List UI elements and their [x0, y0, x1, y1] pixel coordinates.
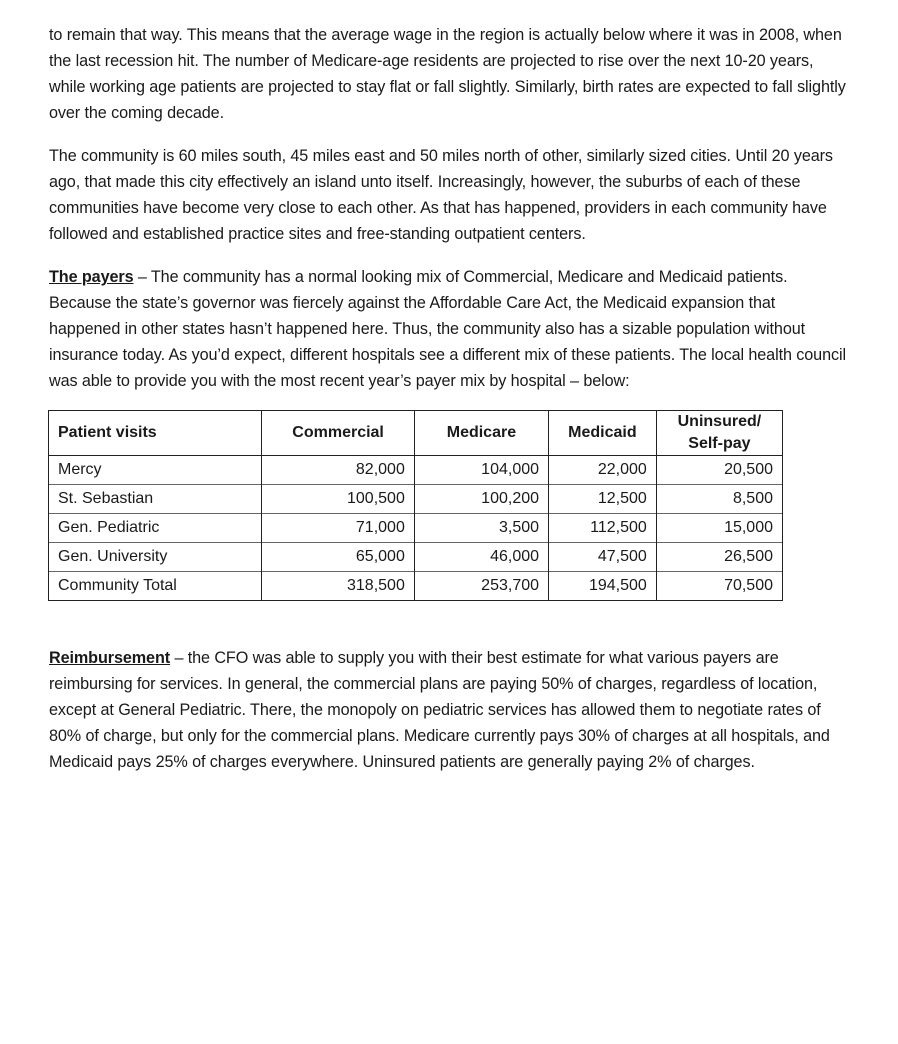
header-patient-visits: Patient visits [49, 411, 262, 456]
cell-uninsured: 20,500 [656, 456, 782, 485]
document-page [49, 22, 849, 775]
table-row [49, 543, 783, 572]
header-uninsured-line2: Self-pay [688, 435, 751, 452]
header-medicare: Medicare [414, 411, 548, 456]
paragraph-reimbursement [49, 645, 849, 775]
cell-medicaid: 112,500 [549, 514, 657, 543]
cell-hospital-name: St. Sebastian [49, 485, 262, 514]
payer-mix-table [48, 410, 783, 601]
cell-medicare: 46,000 [414, 543, 548, 572]
cell-medicare: 100,200 [414, 485, 548, 514]
table-row [49, 485, 783, 514]
header-uninsured-line1: Uninsured/ [677, 413, 762, 430]
table-row-total [49, 572, 783, 601]
cell-commercial: 71,000 [262, 514, 415, 543]
paragraph-geography: The community is 60 miles south, 45 miles east and 50 miles north of other, similarly sized cities. Until 20 years ago, that made this city effectively an island unto itself. Increasingly, however, the suburbs of each of these communities have become very close to each other. As that has happened, providers in each community have followed and established practice sites and free-standing outpatient centers. [49, 147, 833, 243]
cell-medicaid: 22,000 [549, 456, 657, 485]
reimbursement-heading: Reimbursement [49, 649, 171, 667]
cell-uninsured: 15,000 [656, 514, 782, 543]
cell-medicaid: 194,500 [549, 572, 657, 601]
reimbursement-body: – the CFO was able to supply you with their best estimate for what various payers are reimbursing for services. In general, the commercial plans are paying 50% of charges, regardless of location, except at General Pediatric. There, the monopoly on pediatric services has allowed them to negotiate rates of 80% of charge, but only for the commercial plans. Medicare currently pays 30% of charges at all hospitals, and Medicaid pays 25% of charges everywhere. Uninsured patients are generally paying 2% of charges. [49, 649, 830, 771]
table-row [49, 514, 783, 543]
table-row [49, 456, 783, 485]
cell-hospital-name: Gen. Pediatric [49, 514, 262, 543]
cell-medicare: 104,000 [414, 456, 548, 485]
payers-body: – The community has a normal looking mix of Commercial, Medicare and Medicaid patients. Because the state’s governor was fiercely against the Affordable Care Act, the Medicaid expansion that happened in other states hasn’t happened here. Thus, the community also has a sizable population without insurance today. As you’d expect, different hospitals see a different mix of these patients. The local health council was able to provide you with the most recent year’s payer mix by hospital – below: [49, 268, 846, 390]
paragraph-payers [49, 264, 849, 394]
cell-commercial: 82,000 [262, 456, 415, 485]
cell-uninsured: 26,500 [656, 543, 782, 572]
cell-uninsured: 8,500 [656, 485, 782, 514]
cell-medicaid: 47,500 [549, 543, 657, 572]
cell-medicare: 3,500 [414, 514, 548, 543]
cell-commercial: 65,000 [262, 543, 415, 572]
cell-hospital-name: Mercy [49, 456, 262, 485]
cell-medicaid: 12,500 [549, 485, 657, 514]
cell-commercial: 318,500 [262, 572, 415, 601]
cell-uninsured: 70,500 [656, 572, 782, 601]
header-commercial: Commercial [262, 411, 415, 456]
cell-medicare: 253,700 [414, 572, 548, 601]
cell-hospital-name: Gen. University [49, 543, 262, 572]
cell-commercial: 100,500 [262, 485, 415, 514]
paragraph-demographics: to remain that way. This means that the average wage in the region is actually below where it was in 2008, when the last recession hit. The number of Medicare-age residents are projected to rise over the next 10-20 years, while working age patients are projected to stay flat or fall slightly. Similarly, birth rates are expected to fall slightly over the coming decade. [49, 26, 846, 122]
payers-heading: The payers [49, 268, 134, 286]
header-uninsured [656, 411, 782, 456]
cell-hospital-name: Community Total [49, 572, 262, 601]
table-header-row [49, 411, 783, 456]
header-medicaid: Medicaid [549, 411, 657, 456]
